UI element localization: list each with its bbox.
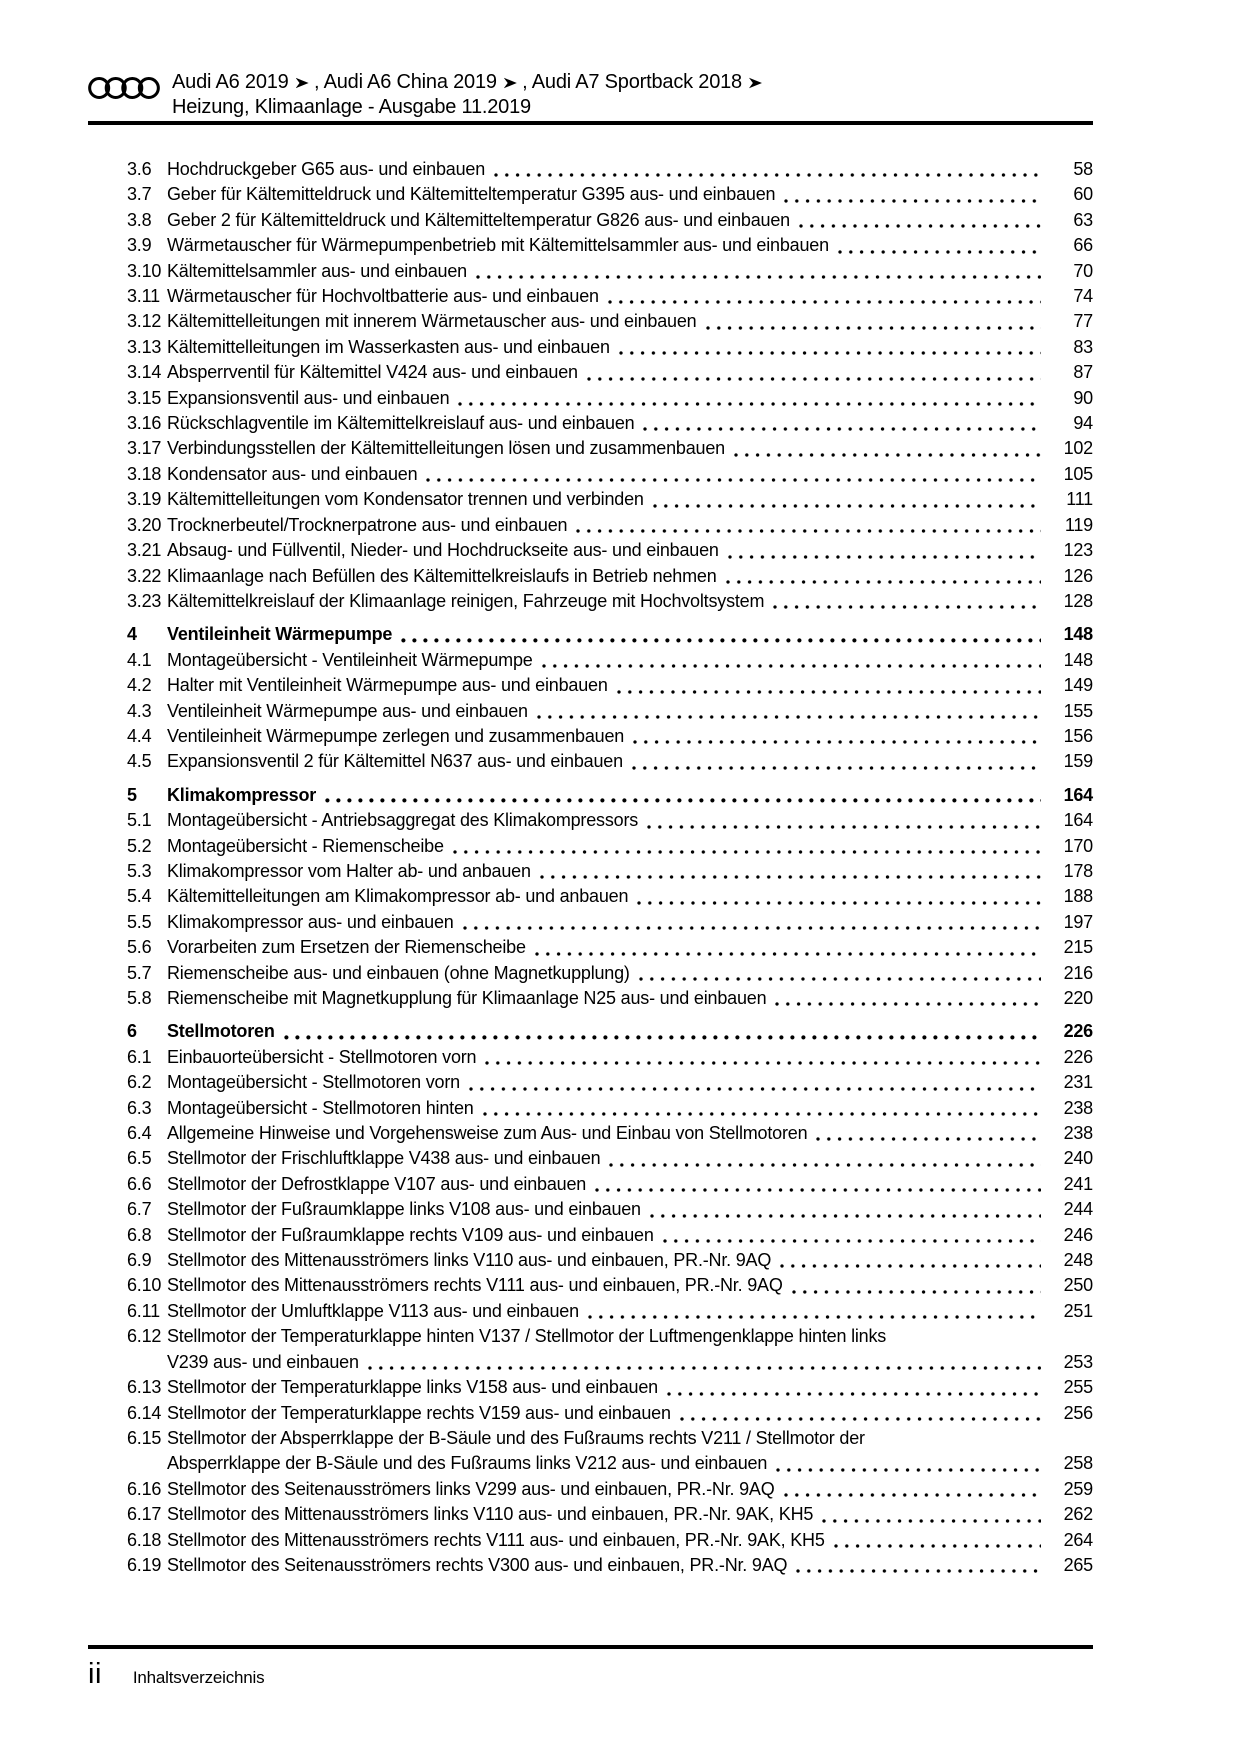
footer-page-number: ii bbox=[88, 1658, 102, 1690]
toc-entry-page: 63 bbox=[1073, 209, 1093, 230]
toc-entry-number: 3.16 bbox=[127, 413, 162, 434]
toc-entry-number: 5.2 bbox=[127, 835, 152, 856]
toc-entry-title: V239 aus- und einbauen bbox=[167, 1351, 359, 1372]
dot-leader bbox=[647, 825, 1041, 829]
toc-entry-title: Riemenscheibe mit Magnetkupplung für Klimaanlage N25 aus- und einbauen bbox=[167, 988, 767, 1008]
footer-divider bbox=[88, 1645, 1093, 1649]
dot-leader bbox=[537, 715, 1041, 719]
toc-entry-title: Kältemittelleitungen mit innerem Wärmetauscher aus- und einbauen bbox=[167, 311, 697, 332]
dot-leader bbox=[619, 351, 1041, 355]
toc-entry[interactable] bbox=[127, 1019, 1093, 1044]
toc-entry-number: 5.6 bbox=[127, 937, 152, 958]
toc-entry-number: 6.11 bbox=[127, 1300, 160, 1321]
toc-entry[interactable] bbox=[127, 1324, 1093, 1375]
toc-entry-title: Expansionsventil 2 für Kältemittel N637 aus- und einbauen bbox=[167, 751, 623, 772]
arrow-right-icon bbox=[504, 77, 517, 89]
toc-entry-number: 4.2 bbox=[127, 675, 152, 696]
toc-entry-title: Kältemittelleitungen am Klimakompressor ab- und anbauen bbox=[167, 886, 629, 907]
toc-entry-title: Geber für Kältemitteldruck und Kältemitteltemperatur G395 aus- und einbauen bbox=[167, 184, 776, 205]
toc-entry[interactable] bbox=[127, 699, 1093, 724]
toc-entry[interactable] bbox=[127, 834, 1093, 859]
toc-entry[interactable] bbox=[127, 436, 1093, 461]
toc-entry-number: 5.8 bbox=[127, 988, 152, 1008]
toc-entry[interactable] bbox=[127, 1299, 1093, 1324]
toc-entry-page: 253 bbox=[1063, 1351, 1093, 1372]
dot-leader bbox=[838, 250, 1041, 254]
dot-leader bbox=[325, 798, 1041, 803]
toc-entry-title: Allgemeine Hinweise und Vorgehensweise zum Aus- und Einbau von Stellmotoren bbox=[167, 1123, 808, 1144]
toc-entry-title: Verbindungsstellen der Kältemittelleitungen lösen und zusammenbauen bbox=[167, 438, 725, 459]
dot-leader bbox=[728, 555, 1041, 559]
dot-leader bbox=[608, 300, 1041, 304]
toc-entry-number: 6.4 bbox=[127, 1123, 152, 1144]
dot-leader bbox=[633, 740, 1041, 744]
toc-entry-page: 241 bbox=[1063, 1173, 1093, 1194]
toc-entry-page: 66 bbox=[1073, 235, 1093, 256]
dot-leader bbox=[609, 1163, 1041, 1167]
dot-leader bbox=[485, 1061, 1041, 1065]
toc-entry-page: 215 bbox=[1063, 937, 1093, 958]
toc-entry-number: 5.7 bbox=[127, 962, 152, 983]
toc-entry-number: 6.5 bbox=[127, 1148, 152, 1169]
toc-entry-title: Kältemittelsammler aus- und einbauen bbox=[167, 260, 467, 281]
dot-leader bbox=[639, 977, 1041, 981]
dot-leader bbox=[775, 1002, 1041, 1006]
dot-leader bbox=[284, 1035, 1041, 1040]
header-models-line: Audi A6 2019 , Audi A6 China 2019 , Audi A7 Sportback 2018 bbox=[172, 70, 762, 95]
dot-leader bbox=[784, 199, 1041, 203]
toc-entry-page: 164 bbox=[1063, 784, 1093, 805]
toc-entry-title: Stellmotor des Seitenausströmers rechts V300 aus- und einbauen, PR.-Nr. 9AQ bbox=[167, 1554, 788, 1575]
toc-entry-title: Klimakompressor bbox=[167, 784, 317, 805]
toc-entry-page: 83 bbox=[1073, 336, 1093, 357]
toc-entry-number: 3.14 bbox=[127, 362, 162, 383]
toc-entry-number: 6.9 bbox=[127, 1250, 152, 1271]
toc-entry[interactable] bbox=[127, 1426, 1093, 1477]
dot-leader bbox=[799, 224, 1041, 228]
toc-entry-number: 6.3 bbox=[127, 1097, 152, 1118]
dot-leader bbox=[643, 427, 1041, 431]
toc-entry[interactable] bbox=[127, 386, 1093, 411]
toc-entry-title: Montageübersicht - Riemenscheibe bbox=[167, 835, 444, 856]
toc-entry-title: Stellmotor der Fußraumklappe rechts V109 aus- und einbauen bbox=[167, 1224, 654, 1245]
toc-entry-page: 244 bbox=[1063, 1199, 1093, 1220]
dot-leader bbox=[617, 690, 1041, 694]
toc-entry-number: 3.17 bbox=[127, 438, 162, 459]
toc-entry-page: 90 bbox=[1073, 387, 1093, 408]
toc-entry[interactable] bbox=[127, 259, 1093, 284]
toc-entry-number: 5.3 bbox=[127, 860, 152, 881]
toc-entry-page: 251 bbox=[1063, 1300, 1093, 1321]
model-name: Audi A6 China 2019 bbox=[323, 71, 497, 93]
toc-entry-page: 156 bbox=[1063, 725, 1093, 746]
toc-entry-page: 111 bbox=[1066, 489, 1093, 510]
toc-entry[interactable] bbox=[127, 182, 1093, 207]
toc-entry-number: 3.12 bbox=[127, 311, 162, 332]
toc-entry-number: 3.15 bbox=[127, 387, 162, 408]
toc-entry-title: Stellmotor der Absperrklappe der B-Säule und des Fußraums rechts V211 / Stellmotor der bbox=[167, 1427, 865, 1448]
dot-leader bbox=[816, 1137, 1041, 1141]
toc-entry-page: 77 bbox=[1073, 311, 1093, 332]
page-header bbox=[88, 70, 762, 120]
toc-entry[interactable] bbox=[127, 673, 1093, 698]
toc-entry-number: 3.13 bbox=[127, 336, 162, 357]
toc-entry-page: 60 bbox=[1073, 184, 1093, 205]
toc-entry-number: 5 bbox=[127, 784, 137, 805]
toc-entry-page: 226 bbox=[1063, 1046, 1093, 1067]
toc-entry-title: Expansionsventil aus- und einbauen bbox=[167, 387, 450, 408]
toc-entry-page: 238 bbox=[1063, 1123, 1093, 1144]
toc-entry-number: 6.10 bbox=[127, 1275, 162, 1296]
arrow-right-icon bbox=[749, 77, 762, 89]
toc-entry[interactable] bbox=[127, 1146, 1093, 1171]
toc-entry-number: 4.4 bbox=[127, 725, 152, 746]
toc-entry-number: 3.8 bbox=[127, 209, 152, 230]
toc-entry-page: 102 bbox=[1063, 438, 1093, 459]
header-divider bbox=[88, 121, 1093, 125]
toc-entry-page: 259 bbox=[1063, 1478, 1093, 1499]
toc-entry[interactable] bbox=[127, 538, 1093, 563]
toc-entry[interactable] bbox=[127, 1045, 1093, 1070]
toc-entry[interactable] bbox=[127, 233, 1093, 258]
toc-entry-title: Ventileinheit Wärmepumpe bbox=[167, 624, 393, 645]
toc-entry-title: Kondensator aus- und einbauen bbox=[167, 463, 418, 484]
dot-leader bbox=[773, 605, 1041, 609]
dot-leader bbox=[680, 1417, 1041, 1421]
toc-entry-title: Stellmotor der Frischluftklappe V438 aus- und einbauen bbox=[167, 1148, 601, 1169]
toc-entry-number: 4.3 bbox=[127, 700, 152, 721]
toc-entry-page: 119 bbox=[1064, 514, 1093, 535]
dot-leader bbox=[576, 529, 1041, 533]
toc-entry[interactable] bbox=[127, 1070, 1093, 1095]
dot-leader bbox=[784, 1493, 1041, 1497]
toc-entry-number: 3.22 bbox=[127, 565, 162, 586]
toc-entry-number: 3.7 bbox=[127, 184, 152, 205]
toc-entry-title: Montageübersicht - Stellmotoren vorn bbox=[167, 1072, 460, 1093]
toc-entry-page: 94 bbox=[1073, 413, 1093, 434]
header-subtitle: Heizung, Klimaanlage - Ausgabe 11.2019 bbox=[172, 96, 531, 118]
toc-entry-page: 250 bbox=[1063, 1275, 1093, 1296]
dot-leader bbox=[463, 926, 1041, 930]
toc-entry[interactable] bbox=[127, 724, 1093, 749]
toc-entry[interactable] bbox=[127, 284, 1093, 309]
model-name: Audi A7 Sportback 2018 bbox=[531, 71, 742, 93]
toc-entry-title: Stellmotor der Fußraumklappe links V108 aus- und einbauen bbox=[167, 1199, 641, 1220]
toc-entry-number: 3.10 bbox=[127, 260, 162, 281]
toc-entry[interactable] bbox=[127, 1121, 1093, 1146]
dot-leader bbox=[587, 377, 1041, 381]
toc-entry-page: 256 bbox=[1063, 1402, 1093, 1423]
toc-entry-page: 105 bbox=[1063, 463, 1093, 484]
table-of-contents bbox=[127, 157, 1093, 1578]
toc-entry-title: Rückschlagventile im Kältemittelkreislauf aus- und einbauen bbox=[167, 413, 635, 434]
toc-entry[interactable] bbox=[127, 1096, 1093, 1121]
toc-entry-page: 255 bbox=[1063, 1377, 1093, 1398]
dot-leader bbox=[535, 952, 1041, 956]
toc-entry-number: 6.2 bbox=[127, 1072, 152, 1093]
toc-entry[interactable] bbox=[127, 513, 1093, 538]
dot-leader bbox=[453, 850, 1041, 854]
toc-entry-title: Stellmotor der Temperaturklappe links V158 aus- und einbauen bbox=[167, 1377, 658, 1398]
toc-entry-title: Stellmotor der Defrostklappe V107 aus- und einbauen bbox=[167, 1173, 587, 1194]
toc-entry-number: 3.9 bbox=[127, 235, 152, 256]
toc-entry-number: 3.18 bbox=[127, 463, 162, 484]
toc-entry-page: 148 bbox=[1063, 649, 1093, 670]
toc-entry-page: 148 bbox=[1063, 624, 1093, 645]
toc-entry-title: Kältemittelleitungen vom Kondensator trennen und verbinden bbox=[167, 489, 644, 510]
toc-entry[interactable] bbox=[127, 1502, 1093, 1527]
toc-entry-title: Stellmotor des Mittenausströmers rechts V111 aus- und einbauen, PR.-Nr. 9AQ bbox=[167, 1275, 783, 1296]
toc-entry[interactable] bbox=[127, 1477, 1093, 1502]
toc-entry[interactable] bbox=[127, 1223, 1093, 1248]
toc-entry[interactable] bbox=[127, 1172, 1093, 1197]
toc-entry-page: 123 bbox=[1063, 540, 1093, 561]
dot-leader bbox=[458, 402, 1041, 406]
toc-entry[interactable] bbox=[127, 411, 1093, 436]
toc-entry-number: 5.1 bbox=[127, 810, 152, 831]
toc-entry[interactable] bbox=[127, 961, 1093, 986]
toc-entry-page: 87 bbox=[1073, 362, 1093, 383]
dot-leader bbox=[426, 478, 1041, 482]
dot-leader bbox=[540, 875, 1041, 879]
toc-entry-title: Wärmetauscher für Wärmepumpenbetrieb mit Kältemittelsammler aus- und einbauen bbox=[167, 235, 829, 256]
toc-entry-page: 128 bbox=[1063, 590, 1093, 611]
toc-entry-number: 6.19 bbox=[127, 1554, 162, 1575]
toc-entry[interactable] bbox=[127, 1553, 1093, 1578]
dot-leader bbox=[650, 1214, 1041, 1218]
toc-entry-title: Vorarbeiten zum Ersetzen der Riemenscheibe bbox=[167, 937, 526, 958]
toc-entry-page: 246 bbox=[1063, 1224, 1093, 1245]
header-text-block bbox=[172, 70, 762, 120]
toc-entry-title: Klimakompressor vom Halter ab- und anbauen bbox=[167, 860, 531, 881]
toc-entry-number: 6.16 bbox=[127, 1478, 162, 1499]
dot-leader bbox=[780, 1264, 1041, 1268]
toc-entry-title: Geber 2 für Kältemitteldruck und Kältemitteltemperatur G826 aus- und einbauen bbox=[167, 209, 790, 230]
dot-leader bbox=[483, 1112, 1041, 1116]
toc-entry-number: 3.23 bbox=[127, 590, 162, 611]
toc-entry-page: 164 bbox=[1063, 810, 1093, 831]
toc-entry-title: Stellmotor der Umluftklappe V113 aus- und einbauen bbox=[167, 1300, 579, 1321]
toc-entry-title: Stellmotor des Mittenausströmers links V110 aus- und einbauen, PR.-Nr. 9AK, KH5 bbox=[167, 1504, 814, 1525]
toc-entry[interactable] bbox=[127, 589, 1093, 614]
toc-entry[interactable] bbox=[127, 749, 1093, 774]
toc-entry-number: 6.6 bbox=[127, 1173, 152, 1194]
toc-entry-number: 6.18 bbox=[127, 1529, 162, 1550]
toc-entry-page: 155 bbox=[1063, 700, 1093, 721]
toc-entry[interactable] bbox=[127, 462, 1093, 487]
toc-entry[interactable] bbox=[127, 1375, 1093, 1400]
toc-entry-page: 178 bbox=[1063, 860, 1093, 881]
toc-entry-page: 197 bbox=[1063, 911, 1093, 932]
toc-entry[interactable] bbox=[127, 335, 1093, 360]
toc-entry[interactable] bbox=[127, 564, 1093, 589]
toc-entry-page: 149 bbox=[1063, 675, 1093, 696]
toc-entry-page: 248 bbox=[1063, 1250, 1093, 1271]
dot-leader bbox=[792, 1290, 1041, 1294]
toc-entry[interactable] bbox=[127, 910, 1093, 935]
toc-entry-page: 265 bbox=[1063, 1554, 1093, 1575]
toc-entry[interactable] bbox=[127, 360, 1093, 385]
toc-entry-title: Riemenscheibe aus- und einbauen (ohne Magnetkupplung) bbox=[167, 962, 630, 983]
dot-leader bbox=[776, 1468, 1041, 1472]
toc-entry[interactable] bbox=[127, 859, 1093, 884]
toc-entry[interactable] bbox=[127, 884, 1093, 909]
footer-section-label: Inhaltsverzeichnis bbox=[132, 1668, 265, 1687]
toc-entry-number: 6 bbox=[127, 1021, 137, 1042]
toc-entry-number: 6.8 bbox=[127, 1224, 152, 1245]
toc-entry-page: 258 bbox=[1063, 1453, 1093, 1474]
toc-entry[interactable] bbox=[127, 1528, 1093, 1553]
toc-entry-title: Stellmotor der Temperaturklappe rechts V159 aus- und einbauen bbox=[167, 1402, 671, 1423]
toc-entry-title: Stellmotor des Mittenausströmers links V110 aus- und einbauen, PR.-Nr. 9AQ bbox=[167, 1250, 772, 1271]
toc-entry[interactable] bbox=[127, 1248, 1093, 1273]
toc-entry[interactable] bbox=[127, 808, 1093, 833]
arrow-right-icon bbox=[296, 77, 309, 89]
toc-entry[interactable] bbox=[127, 1273, 1093, 1298]
toc-entry-title: Montageübersicht - Antriebsaggregat des Klimakompressors bbox=[167, 810, 639, 831]
toc-entry-title: Stellmotoren bbox=[167, 1021, 275, 1042]
toc-entry-page: 74 bbox=[1073, 286, 1093, 307]
dot-leader bbox=[663, 1239, 1041, 1243]
dot-leader bbox=[494, 173, 1041, 177]
toc-entry-page: 70 bbox=[1073, 260, 1093, 281]
toc-entry-page: 170 bbox=[1063, 835, 1093, 856]
toc-entry-number: 4.1 bbox=[127, 649, 152, 670]
dot-leader bbox=[796, 1569, 1041, 1573]
toc-entry-page: 126 bbox=[1063, 565, 1093, 586]
toc-entry-number: 6.17 bbox=[127, 1504, 162, 1525]
dot-leader bbox=[542, 664, 1041, 668]
toc-entry-title: Stellmotor des Mittenausströmers rechts V111 aus- und einbauen, PR.-Nr. 9AK, KH5 bbox=[167, 1529, 825, 1550]
toc-entry-number: 5.4 bbox=[127, 886, 152, 907]
model-name: Audi A6 2019 bbox=[172, 71, 289, 93]
toc-entry[interactable] bbox=[127, 157, 1093, 182]
toc-entry-title: Absaug- und Füllventil, Nieder- und Hochdruckseite aus- und einbauen bbox=[167, 540, 719, 561]
dot-leader bbox=[653, 504, 1041, 508]
toc-entry[interactable] bbox=[127, 783, 1093, 808]
page-footer bbox=[88, 1658, 264, 1690]
toc-entry[interactable] bbox=[127, 648, 1093, 673]
toc-entry-page: 240 bbox=[1063, 1148, 1093, 1169]
toc-entry-number: 3.20 bbox=[127, 514, 162, 535]
toc-entry-number: 6.1 bbox=[127, 1046, 152, 1067]
toc-entry[interactable] bbox=[127, 1401, 1093, 1426]
toc-entry-title: Montageübersicht - Ventileinheit Wärmepumpe bbox=[167, 649, 533, 670]
toc-entry-page: 264 bbox=[1063, 1529, 1093, 1550]
toc-entry-number: 5.5 bbox=[127, 911, 152, 932]
toc-entry-page: 226 bbox=[1063, 1021, 1093, 1042]
dot-leader bbox=[476, 275, 1041, 279]
toc-entry-page: 159 bbox=[1063, 751, 1093, 772]
toc-entry-title: Kältemittelkreislauf der Klimaanlage reinigen, Fahrzeuge mit Hochvoltsystem bbox=[167, 590, 765, 611]
toc-entry-title: Stellmotor des Seitenausströmers links V299 aus- und einbauen, PR.-Nr. 9AQ bbox=[167, 1478, 775, 1499]
toc-entry-number: 3.11 bbox=[127, 286, 160, 307]
dot-leader bbox=[822, 1519, 1041, 1523]
dot-leader bbox=[595, 1188, 1041, 1192]
dot-leader bbox=[588, 1315, 1041, 1319]
toc-entry-page: 216 bbox=[1063, 962, 1093, 983]
toc-entry-number: 4 bbox=[127, 624, 137, 645]
toc-entry-number: 6.7 bbox=[127, 1199, 152, 1220]
toc-entry-title: Absperrventil für Kältemittel V424 aus- und einbauen bbox=[167, 362, 578, 383]
dot-leader bbox=[632, 766, 1041, 770]
toc-entry[interactable] bbox=[127, 309, 1093, 334]
toc-entry-title: Halter mit Ventileinheit Wärmepumpe aus- und einbauen bbox=[167, 675, 608, 696]
toc-entry-number: 3.6 bbox=[127, 159, 152, 179]
toc-entry-title: Einbauorteübersicht - Stellmotoren vorn bbox=[167, 1046, 477, 1067]
toc-entry-title: Wärmetauscher für Hochvoltbatterie aus- und einbauen bbox=[167, 286, 599, 307]
dot-leader bbox=[401, 638, 1041, 643]
toc-entry-title: Ventileinheit Wärmepumpe aus- und einbauen bbox=[167, 700, 528, 721]
dot-leader bbox=[706, 326, 1042, 330]
toc-entry[interactable] bbox=[127, 622, 1093, 647]
toc-entry-page: 231 bbox=[1063, 1072, 1093, 1093]
toc-entry[interactable] bbox=[127, 487, 1093, 512]
dot-leader bbox=[637, 901, 1041, 905]
toc-entry-page: 262 bbox=[1063, 1504, 1093, 1525]
toc-entry-title: Klimakompressor aus- und einbauen bbox=[167, 911, 454, 932]
dot-leader bbox=[469, 1087, 1041, 1091]
toc-entry[interactable] bbox=[127, 1197, 1093, 1222]
toc-entry-title: Klimaanlage nach Befüllen des Kältemittelkreislaufs in Betrieb nehmen bbox=[167, 565, 717, 586]
dot-leader bbox=[834, 1544, 1041, 1548]
toc-entry[interactable] bbox=[127, 986, 1093, 1011]
toc-entry-title: Kältemittelleitungen im Wasserkasten aus- und einbauen bbox=[167, 336, 610, 357]
toc-entry-number: 4.5 bbox=[127, 751, 152, 772]
toc-entry-page: 188 bbox=[1063, 886, 1093, 907]
toc-entry-number: 6.15 bbox=[127, 1427, 162, 1448]
dot-leader bbox=[667, 1392, 1041, 1396]
toc-entry-page: 220 bbox=[1063, 988, 1093, 1008]
toc-entry-number: 6.13 bbox=[127, 1377, 162, 1398]
toc-entry-page: 238 bbox=[1063, 1097, 1093, 1118]
dot-leader bbox=[734, 453, 1041, 457]
toc-entry-title: Absperrklappe der B-Säule und des Fußraums links V212 aus- und einbauen bbox=[167, 1453, 768, 1474]
dot-leader bbox=[726, 580, 1041, 584]
toc-entry[interactable] bbox=[127, 935, 1093, 960]
toc-entry-number: 3.21 bbox=[127, 540, 162, 561]
dot-leader bbox=[368, 1366, 1041, 1370]
toc-entry-number: 6.14 bbox=[127, 1402, 162, 1423]
toc-entry-number: 3.19 bbox=[127, 489, 162, 510]
toc-entry-title: Stellmotor der Temperaturklappe hinten V137 / Stellmotor der Luftmengenklappe hinten links bbox=[167, 1326, 887, 1347]
toc-entry-number: 6.12 bbox=[127, 1326, 162, 1347]
toc-entry-page: 58 bbox=[1073, 159, 1093, 179]
toc-entry-title: Ventileinheit Wärmepumpe zerlegen und zusammenbauen bbox=[167, 725, 625, 746]
toc-entry[interactable] bbox=[127, 208, 1093, 233]
audi-rings-logo-icon bbox=[88, 73, 160, 103]
toc-entry-title: Montageübersicht - Stellmotoren hinten bbox=[167, 1097, 474, 1118]
toc-entry-title: Trocknerbeutel/Trocknerpatrone aus- und einbauen bbox=[167, 514, 568, 535]
toc-entry-title: Hochdruckgeber G65 aus- und einbauen bbox=[167, 159, 486, 179]
